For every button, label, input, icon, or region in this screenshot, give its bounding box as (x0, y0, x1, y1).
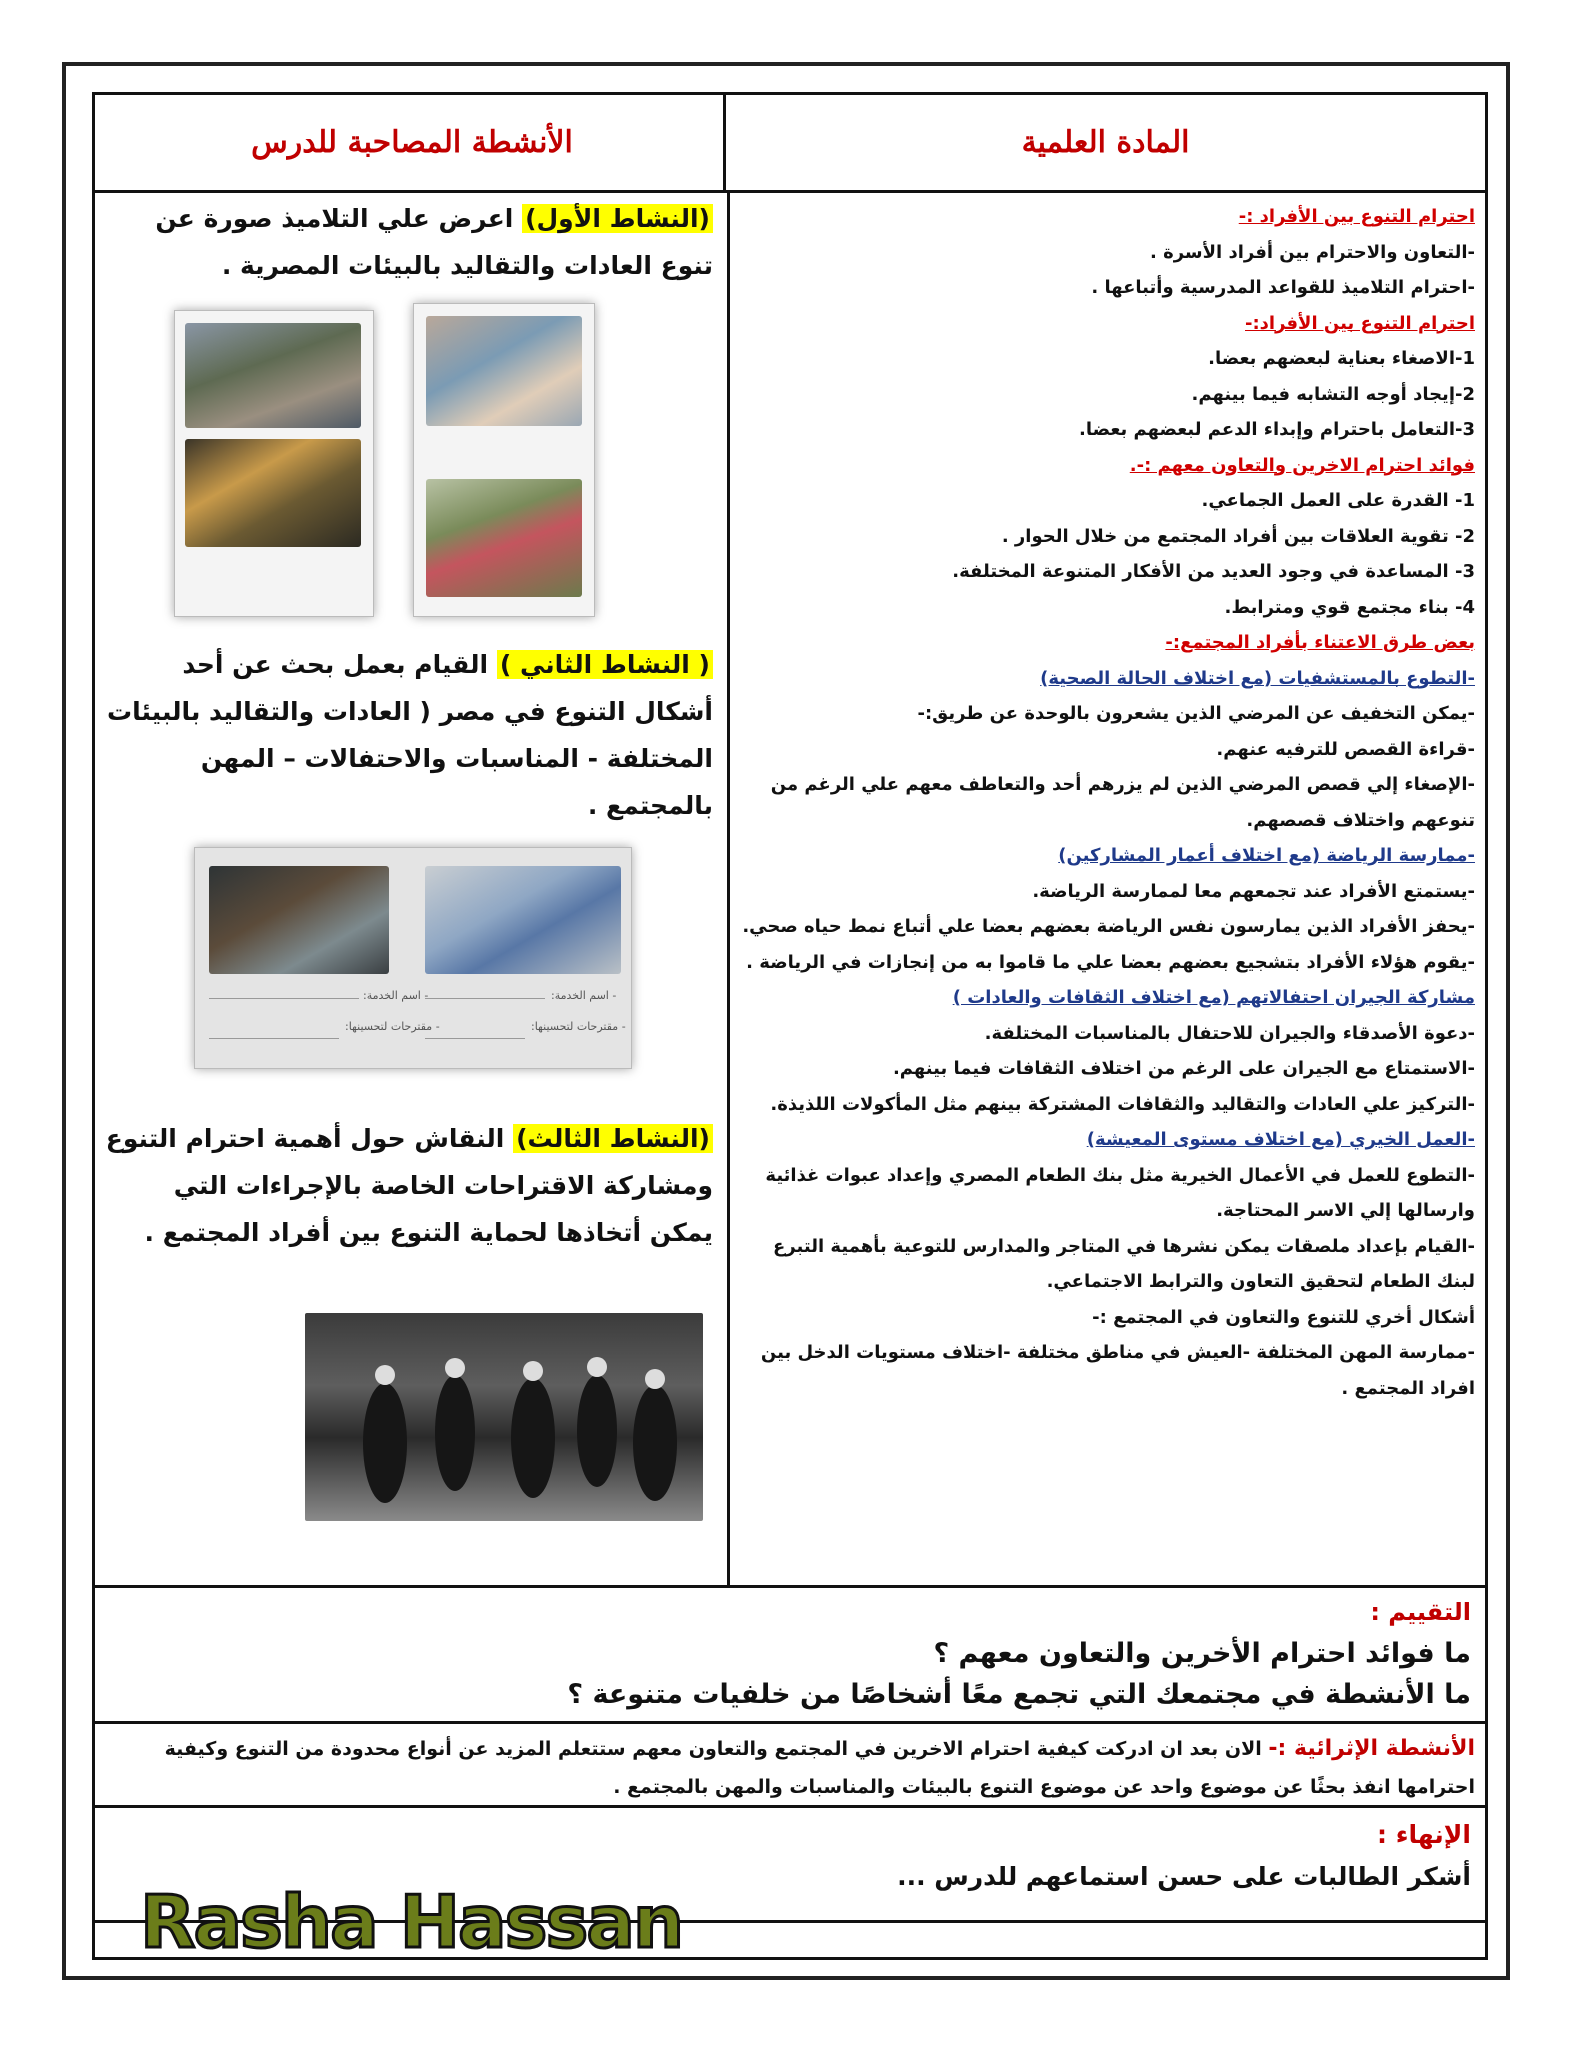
content-line: 3-التعامل باحترام وإبداء الدعم لبعضهم بعضا. (1078, 419, 1475, 440)
scientific-material-column (739, 199, 1475, 1406)
worksheet-line (209, 1038, 339, 1039)
photo-traditional-dance (305, 1313, 703, 1521)
activities-column-2 (103, 641, 713, 829)
photo-marathon-runners (426, 479, 582, 597)
section-title: احترام التنوع بين الأفراد :- (1238, 206, 1475, 227)
closing-title: الإنهاء : (1377, 1820, 1471, 1849)
activity-1-label: (النشاط الأول) (522, 204, 713, 233)
content-line: -احترام التلاميذ للقواعد المدرسية وأتباعها . (1091, 277, 1475, 298)
section-title-plain: أشكال أخري للتنوع والتعاون في المجتمع :- (1092, 1306, 1475, 1328)
activity-3-label: (النشاط الثالث) (513, 1124, 713, 1153)
author-signature: Rasha Hassan (140, 1880, 683, 1964)
dancers-silhouette-icon (305, 1313, 703, 1521)
content-line: -التركيز علي العادات والتقاليد والثقافات المشتركة بينهم مثل المأكولات اللذيذة. (770, 1093, 1475, 1115)
activity-1-text: اعرض علي التلاميذ صورة عن تنوع العادات والتقاليد بالبيئات المصرية . (155, 204, 713, 280)
activities-column (103, 195, 713, 289)
worksheet-service-name: - اسم الخدمة: (551, 989, 617, 1002)
photo-service-1 (209, 866, 389, 974)
photo-traditional-food (185, 439, 361, 547)
enrichment-title: الأنشطة الإثرائية :- (1268, 1736, 1475, 1761)
photo-card (174, 310, 374, 617)
content-line: -التطوع للعمل في الأعمال الخيرية مثل بنك الطعام المصري وإعداد عبوات غذائية وارسالها إلي الاسر المحتاجة. (765, 1164, 1475, 1221)
activity-1 (103, 195, 713, 289)
activity-2-label: ( النشاط الثاني ) (497, 650, 713, 679)
activity-3 (103, 1115, 713, 1256)
enrichment-section (95, 1721, 1485, 1805)
evaluation-question: ما الأنشطة في مجتمعك التي تجمع معًا أشخاصًا من خلفيات متنوعة ؟ (567, 1679, 1471, 1710)
enrichment-text: الان بعد ان ادركت كيفية احترام الاخرين في المجتمع والتعاون معهم ستتعلم المزيد عن أنواع محدودة من التنوع وكيفية احترامها انفذ بحثًا عن موضوع واحد عن موضوع التنوع بالبيئات والمناسبات والمهن بالمجتمع . (164, 1738, 1475, 1798)
header-scientific-material: المادة العلمية (723, 95, 1485, 193)
evaluation-section (95, 1585, 1485, 1721)
photo-hospital-service (425, 866, 621, 974)
subsection-title: -العمل الخيري (مع اختلاف مستوى المعيشة) (1086, 1129, 1475, 1150)
content-line: -القيام بإعداد ملصقات يمكن نشرها في المتاجر والمدارس للتوعية بأهمية التبرع لبنك الطعام لتحقيق التعاون والترابط الاجتماعي. (773, 1235, 1475, 1292)
subsection-title: -التطوع بالمستشفيات (مع اختلاف الحالة الصحية) (1040, 667, 1475, 689)
content-line: -دعوة الأصدقاء والجيران للاحتفال بالمناسبات المختلفة. (984, 1022, 1475, 1044)
content-line: -يقوم هؤلاء الأفراد بتشجيع بعضهم بعضا علي ما قاموا به من إنجازات في الرياضة . (746, 951, 1475, 973)
worksheet-suggestions: - مقترحات لتحسينها: (531, 1020, 626, 1033)
header-accompanying-activities: الأنشطة المصاحبة للدرس (95, 95, 729, 193)
content-line: 4- بناء مجتمع قوي ومترابط. (1224, 596, 1475, 618)
lesson-table (92, 92, 1488, 1960)
content-line: -الإصغاء إلي قصص المرضي الذين لم يزرهم أحد والتعاطف معهم علي الرغم من تنوعهم واختلاف قصصهم. (770, 774, 1475, 831)
activity-2-text: القيام بعمل بحث عن أحد أشكال التنوع في مصر ( العادات والتقاليد بالبيئات المختلفة - المناسبات والاحتفالات – المهن بالمجتمع . (107, 650, 713, 820)
worksheet-line (209, 998, 359, 999)
section-title: احترام التنوع بين الأفراد:- (1245, 312, 1475, 334)
evaluation-title: التقييم : (1370, 1598, 1471, 1626)
activities-column-3 (103, 1115, 713, 1256)
photo-reading-story (426, 316, 582, 426)
photo-card (413, 303, 595, 617)
content-line: -قراءة القصص للترفيه عنهم. (1216, 738, 1475, 760)
content-line: 1-الاصغاء بعناية لبعضهم بعضا. (1208, 348, 1475, 369)
content-line: 3- المساعدة في وجود العديد من الأفكار المتنوعة المختلفة. (952, 561, 1475, 582)
content-line: -يمكن التخفيف عن المرضي الذين يشعرون بالوحدة عن طريق:- (917, 703, 1475, 724)
section-title: بعض طرق الاعتناء بأفراد المجتمع:- (1165, 632, 1475, 653)
section-title: فوائد احترام الاخرين والتعاون معهم :-. (1129, 454, 1475, 476)
subsection-title: مشاركة الجيران احتفالاتهم (مع اختلاف الثقافات والعادات ) (952, 987, 1475, 1008)
worksheet-image (194, 847, 632, 1069)
content-line: 2- تقوية العلاقات بين أفراد المجتمع من خلال الحوار . (1001, 525, 1475, 547)
column-divider (727, 193, 730, 1585)
photo-family-gathering (185, 323, 361, 428)
content-line: 2-إيجاد أوجه التشابه فيما بينهم. (1191, 383, 1475, 405)
content-line: -الاستمتاع مع الجيران على الرغم من اختلاف الثقافات فيما بينهم. (892, 1058, 1475, 1079)
evaluation-question: ما فوائد احترام الأخرين والتعاون معهم ؟ (933, 1638, 1471, 1669)
content-line: -التعاون والاحترام بين أفراد الأسرة . (1150, 241, 1475, 263)
closing-text: أشكر الطالبات على حسن استماعهم للدرس ... (897, 1862, 1471, 1891)
activity-3-text: النقاش حول أهمية احترام التنوع ومشاركة الاقتراحات الخاصة بالإجراءات التي يمكن أتخاذها لحماية التنوع بين أفراد المجتمع . (105, 1124, 713, 1247)
content-line: -ممارسة المهن المختلفة -العيش في مناطق مختلفة -اختلاف مستويات الدخل بين افراد المجتمع . (760, 1342, 1475, 1399)
activity-2 (103, 641, 713, 829)
content-line: -يحفز الأفراد الذين يمارسون نفس الرياضة بعضهم بعضا علي أتباع نمط حياه صحي. (742, 916, 1475, 937)
worksheet-line (425, 998, 545, 999)
worksheet-service-name: - اسم الخدمة: (363, 989, 429, 1002)
subsection-title: -ممارسة الرياضة (مع اختلاف أعمار المشاركين) (1058, 845, 1475, 866)
content-line: -يستمتع الأفراد عند تجمعهم معا لممارسة الرياضة. (1032, 880, 1475, 902)
content-line: 1- القدرة على العمل الجماعي. (1201, 490, 1475, 511)
worksheet-line (425, 1038, 525, 1039)
worksheet-suggestions: - مقترحات لتحسينها: (345, 1020, 440, 1033)
